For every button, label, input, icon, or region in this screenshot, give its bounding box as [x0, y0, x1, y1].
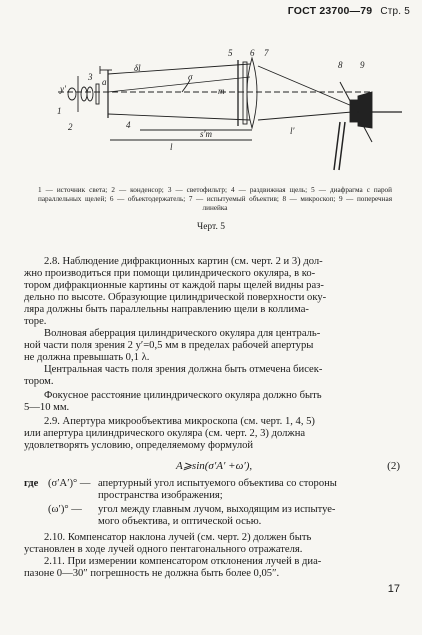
label-y-prime: y′	[60, 84, 66, 94]
text-line: 5—10 мм.	[24, 402, 70, 413]
label-6: 6	[250, 48, 255, 58]
page-number: 17	[387, 583, 400, 595]
text-line: установлен в ходе лучей одного пентагонального отражателя.	[24, 544, 303, 555]
filter	[96, 84, 99, 104]
optical-scheme-figure	[0, 22, 422, 187]
definition-term-sigma: (σ′A′)° —	[48, 478, 91, 489]
label-l-prime: l′	[290, 126, 295, 136]
object-holder	[243, 62, 247, 124]
standard-number: ГОСТ 23700—79	[287, 5, 373, 17]
text-line: торе.	[24, 316, 47, 327]
label-9: 9	[360, 60, 365, 70]
label-sigma: σ	[188, 72, 193, 82]
label-3: 3	[88, 72, 93, 82]
condenser-2	[87, 87, 93, 101]
label-l: l	[170, 142, 173, 152]
text-line: тором.	[24, 376, 54, 387]
definition-text: пространства изображения;	[98, 490, 223, 501]
label-1: 1	[57, 106, 62, 116]
text-line: ной части поля зрения 2 y′=0,5 мм в пределах рабочей апертуры	[24, 340, 314, 351]
text-line: не должна превышать 0,1 λ.	[24, 352, 150, 363]
definition-text: угол между главным лучом, выходящим из испытуе-	[98, 504, 336, 515]
text-line: Фокусное расстояние цилиндрического окуляра должно быть	[44, 390, 322, 401]
text-line: дельно по высоте. Образующие цилиндрической поверхности оку-	[24, 292, 327, 303]
text-line: тором дифракционные картины от каждой пары щелей видны раз-	[24, 280, 324, 291]
text-line: 2.8. Наблюдение дифракционных картин (см. черт. 2 и 3) дол-	[44, 256, 323, 267]
light-source	[68, 88, 76, 100]
paragraph-2-8	[24, 256, 327, 328]
formula-number: (2)	[387, 460, 400, 472]
text-line: удовлетворять условию, определяемому формулой	[24, 440, 254, 451]
formula-expression: A⩾sin(σ′A′ +ω′),	[176, 460, 253, 472]
label-2: 2	[68, 122, 73, 132]
text-line: жно производиться при помощи цилиндрического окуляра, в ко-	[24, 268, 316, 279]
page-label: Стр. 5	[380, 6, 410, 17]
label-4: 4	[126, 120, 131, 130]
figure-title: Черт. 5	[197, 222, 225, 232]
paragraph-2-10	[24, 532, 312, 556]
text-line: 2.11. При измерении компенсатором отклонения лучей в диа-	[44, 556, 322, 567]
where-prefix: где	[24, 478, 39, 489]
label-7: 7	[264, 48, 269, 58]
condenser	[81, 87, 87, 101]
text-line: 2.10. Компенсатор наклона лучей (см. черт. 2) должен быть	[44, 532, 312, 543]
paragraph-2-11	[24, 556, 322, 580]
text-line: или апертура цилиндрического окуляра (см. черт. 2, 3) должна	[24, 428, 306, 439]
definition-term-omega: (ω′)° —	[48, 504, 82, 515]
paragraph-wave	[24, 328, 321, 364]
text-line: Центральная часть поля зрения должна быть отмечена бисек-	[44, 364, 323, 375]
definition-text: мого объектива, и оптической осью.	[98, 516, 262, 527]
text-line: 2.9. Апертура микрообъектива микроскопа (см. черт. 1, 4, 5)	[44, 416, 315, 427]
lens	[247, 58, 257, 128]
label-5: 5	[228, 48, 233, 58]
page-header	[288, 5, 410, 17]
text-line: ляра должны быть параллельны направлению щели в коллима-	[24, 304, 309, 315]
label-m: m	[218, 86, 225, 96]
label-s-m: s′m	[200, 129, 212, 139]
figure-caption: 1 — источник света; 2 — конденсор; 3 — светофильтр; 4 — раздвижная щель; 5 — диафрагма с парой параллельных щелей; 6 — объектодержатель; 7 — испытуемый объектив; 8 — микроскоп; 9 — поперечная линейка	[38, 186, 392, 212]
text-line: пазоне 0—30″ погрешность не должна быть более 0,05″.	[24, 568, 280, 579]
paragraph-focus	[24, 390, 322, 414]
label-alpha: a	[102, 77, 107, 87]
label-delta-l: δl	[134, 63, 141, 73]
paragraph-2-9	[24, 416, 315, 452]
definition-text: апертурный угол испытуемого объектива со стороны	[98, 478, 337, 489]
paragraph-center	[24, 364, 323, 388]
microscope-eyepiece	[358, 92, 372, 128]
text-line: Волновая аберрация цилиндрического окуляра для централь-	[44, 328, 321, 339]
label-8: 8	[338, 60, 343, 70]
